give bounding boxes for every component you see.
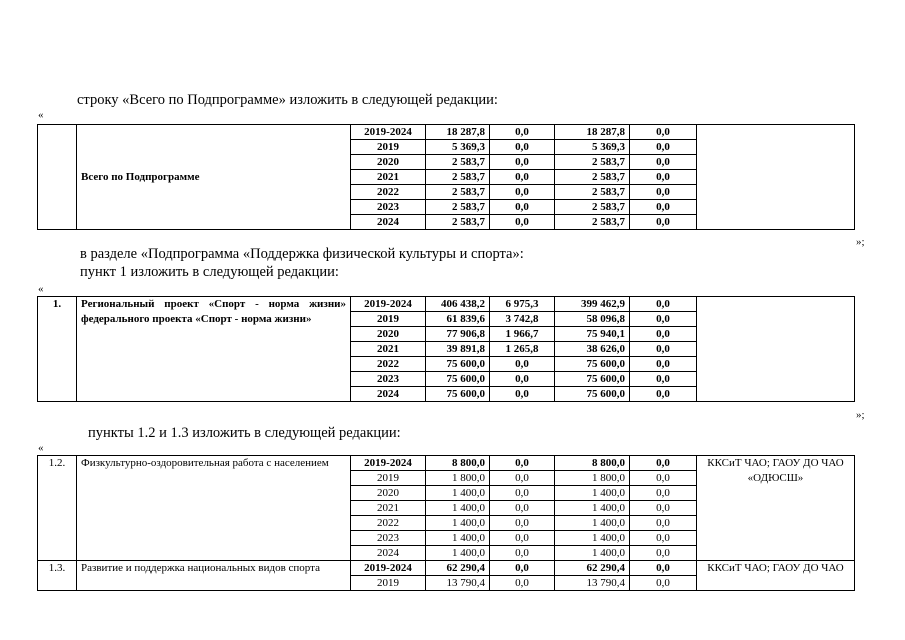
federal-cell: 1 966,7 (490, 327, 555, 342)
other-cell: 0,0 (630, 486, 697, 501)
regional-cell: 5 369,3 (555, 140, 630, 155)
other-cell: 0,0 (630, 531, 697, 546)
table-total-subprogram (37, 124, 855, 230)
intro-line-2b: пункт 1 изложить в следующей редакции: (80, 264, 339, 280)
federal-cell: 0,0 (490, 561, 555, 576)
total-cell: 2 583,7 (426, 155, 490, 170)
other-cell: 0,0 (630, 372, 697, 387)
period-cell: 2024 (351, 546, 426, 561)
other-cell: 0,0 (630, 170, 697, 185)
period-cell: 2023 (351, 372, 426, 387)
period-cell: 2021 (351, 342, 426, 357)
regional-cell: 1 400,0 (555, 486, 630, 501)
item-number (38, 125, 77, 230)
other-cell: 0,0 (630, 312, 697, 327)
total-cell: 2 583,7 (426, 170, 490, 185)
period-cell: 2022 (351, 185, 426, 200)
regional-cell: 2 583,7 (555, 215, 630, 230)
regional-cell: 18 287,8 (555, 125, 630, 140)
other-cell: 0,0 (630, 327, 697, 342)
responsible-executor (697, 125, 855, 230)
table-row (38, 456, 855, 471)
other-cell: 0,0 (630, 576, 697, 591)
period-cell: 2020 (351, 155, 426, 170)
total-cell: 2 583,7 (426, 185, 490, 200)
responsible-executor: ККСиТ ЧАО; ГАОУ ДО ЧАО «ОДЮСШ» (697, 456, 855, 561)
period-cell: 2024 (351, 387, 426, 402)
federal-cell: 3 742,8 (490, 312, 555, 327)
period-cell: 2019-2024 (351, 561, 426, 576)
item-number: 1.3. (38, 561, 77, 591)
regional-cell: 38 626,0 (555, 342, 630, 357)
regional-cell: 1 400,0 (555, 546, 630, 561)
total-cell: 1 400,0 (426, 546, 490, 561)
regional-cell: 75 600,0 (555, 357, 630, 372)
total-cell: 62 290,4 (426, 561, 490, 576)
federal-cell: 0,0 (490, 516, 555, 531)
federal-cell: 0,0 (490, 531, 555, 546)
period-cell: 2021 (351, 170, 426, 185)
quote-close-1: »; (856, 236, 865, 248)
regional-cell: 2 583,7 (555, 200, 630, 215)
federal-cell: 0,0 (490, 185, 555, 200)
regional-cell: 2 583,7 (555, 185, 630, 200)
total-cell: 75 600,0 (426, 387, 490, 402)
item-label: Развитие и поддержка национальных видов спорта (77, 561, 351, 591)
item-number: 1. (38, 297, 77, 402)
federal-cell: 0,0 (490, 170, 555, 185)
other-cell: 0,0 (630, 342, 697, 357)
regional-cell: 75 940,1 (555, 327, 630, 342)
federal-cell: 0,0 (490, 387, 555, 402)
intro-line-2a: в разделе «Подпрограмма «Поддержка физической культуры и спорта»: (80, 246, 524, 262)
total-cell: 18 287,8 (426, 125, 490, 140)
federal-cell: 0,0 (490, 576, 555, 591)
item-label: Всего по Подпрограмме (77, 125, 351, 230)
federal-cell: 6 975,3 (490, 297, 555, 312)
total-cell: 2 583,7 (426, 215, 490, 230)
regional-cell: 75 600,0 (555, 387, 630, 402)
federal-cell: 0,0 (490, 486, 555, 501)
table-row (38, 125, 855, 140)
total-cell: 1 400,0 (426, 486, 490, 501)
period-cell: 2019-2024 (351, 456, 426, 471)
other-cell: 0,0 (630, 561, 697, 576)
table-row (38, 561, 855, 576)
total-cell: 39 891,8 (426, 342, 490, 357)
total-cell: 1 800,0 (426, 471, 490, 486)
period-cell: 2020 (351, 486, 426, 501)
federal-cell: 0,0 (490, 125, 555, 140)
other-cell: 0,0 (630, 357, 697, 372)
responsible-executor (697, 297, 855, 402)
other-cell: 0,0 (630, 200, 697, 215)
federal-cell: 0,0 (490, 215, 555, 230)
total-cell: 75 600,0 (426, 372, 490, 387)
total-cell: 13 790,4 (426, 576, 490, 591)
item-label: Физкультурно-оздоровительная работа с населением (77, 456, 351, 561)
total-cell: 406 438,2 (426, 297, 490, 312)
total-cell: 5 369,3 (426, 140, 490, 155)
regional-cell: 1 400,0 (555, 531, 630, 546)
other-cell: 0,0 (630, 546, 697, 561)
regional-cell: 58 096,8 (555, 312, 630, 327)
total-cell: 1 400,0 (426, 531, 490, 546)
intro-line-1: строку «Всего по Подпрограмме» изложить в следующей редакции: (77, 92, 498, 108)
other-cell: 0,0 (630, 501, 697, 516)
responsible-executor: ККСиТ ЧАО; ГАОУ ДО ЧАО (697, 561, 855, 591)
federal-cell: 0,0 (490, 372, 555, 387)
other-cell: 0,0 (630, 185, 697, 200)
quote-open-2: « (38, 283, 44, 295)
period-cell: 2021 (351, 501, 426, 516)
federal-cell: 0,0 (490, 200, 555, 215)
total-cell: 75 600,0 (426, 357, 490, 372)
period-cell: 2019 (351, 312, 426, 327)
period-cell: 2023 (351, 200, 426, 215)
regional-cell: 13 790,4 (555, 576, 630, 591)
federal-cell: 0,0 (490, 155, 555, 170)
table-items-1-2-1-3 (37, 455, 855, 591)
other-cell: 0,0 (630, 140, 697, 155)
regional-cell: 2 583,7 (555, 155, 630, 170)
period-cell: 2019 (351, 140, 426, 155)
total-cell: 1 400,0 (426, 501, 490, 516)
quote-close-2: »; (856, 409, 865, 421)
table-regional-project (37, 296, 855, 402)
total-cell: 8 800,0 (426, 456, 490, 471)
regional-cell: 2 583,7 (555, 170, 630, 185)
quote-open-1: « (38, 109, 44, 121)
other-cell: 0,0 (630, 456, 697, 471)
other-cell: 0,0 (630, 516, 697, 531)
total-cell: 77 906,8 (426, 327, 490, 342)
total-cell: 2 583,7 (426, 200, 490, 215)
other-cell: 0,0 (630, 125, 697, 140)
other-cell: 0,0 (630, 387, 697, 402)
federal-cell: 0,0 (490, 140, 555, 155)
period-cell: 2019-2024 (351, 125, 426, 140)
table-row (38, 297, 855, 312)
regional-cell: 75 600,0 (555, 372, 630, 387)
other-cell: 0,0 (630, 215, 697, 230)
period-cell: 2023 (351, 531, 426, 546)
total-cell: 61 839,6 (426, 312, 490, 327)
regional-cell: 1 400,0 (555, 501, 630, 516)
intro-line-3: пункты 1.2 и 1.3 изложить в следующей редакции: (88, 425, 401, 441)
period-cell: 2022 (351, 357, 426, 372)
period-cell: 2020 (351, 327, 426, 342)
other-cell: 0,0 (630, 471, 697, 486)
total-cell: 1 400,0 (426, 516, 490, 531)
federal-cell: 0,0 (490, 471, 555, 486)
period-cell: 2024 (351, 215, 426, 230)
period-cell: 2019 (351, 576, 426, 591)
item-number: 1.2. (38, 456, 77, 561)
other-cell: 0,0 (630, 297, 697, 312)
regional-cell: 62 290,4 (555, 561, 630, 576)
regional-cell: 1 400,0 (555, 516, 630, 531)
regional-cell: 1 800,0 (555, 471, 630, 486)
period-cell: 2022 (351, 516, 426, 531)
period-cell: 2019-2024 (351, 297, 426, 312)
item-label: Региональный проект «Спорт - норма жизни» федерального проекта «Спорт - норма жизни» (77, 297, 351, 402)
federal-cell: 1 265,8 (490, 342, 555, 357)
federal-cell: 0,0 (490, 357, 555, 372)
other-cell: 0,0 (630, 155, 697, 170)
federal-cell: 0,0 (490, 456, 555, 471)
period-cell: 2019 (351, 471, 426, 486)
regional-cell: 399 462,9 (555, 297, 630, 312)
federal-cell: 0,0 (490, 546, 555, 561)
quote-open-3: « (38, 442, 44, 454)
regional-cell: 8 800,0 (555, 456, 630, 471)
federal-cell: 0,0 (490, 501, 555, 516)
